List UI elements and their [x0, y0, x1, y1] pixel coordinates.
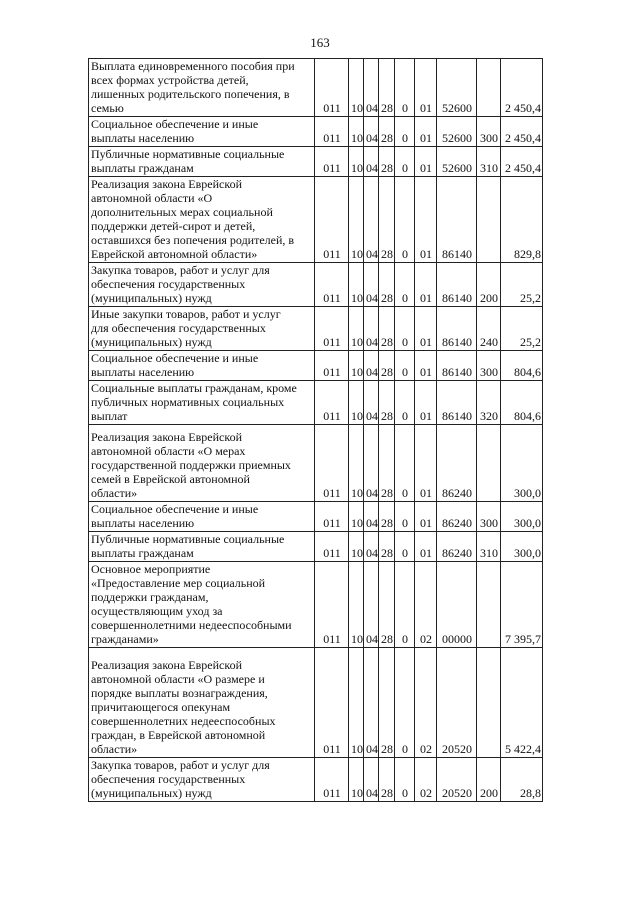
code-target-2: 0: [395, 425, 415, 502]
row-name: Реализация закона Еврейской автономной области «О мерах государственной поддержки приемных семей в Еврейской автономной области»: [89, 425, 315, 502]
code-target-1: 28: [379, 117, 395, 147]
code-rz: 10: [349, 502, 364, 532]
code-target-3: 02: [415, 648, 437, 758]
code-ved: 011: [315, 147, 349, 177]
code-target-4: 52600: [437, 147, 477, 177]
code-target-1: 28: [379, 263, 395, 307]
code-rz: 10: [349, 147, 364, 177]
code-target-3: 01: [415, 425, 437, 502]
table-row: [89, 532, 543, 562]
code-pr: 04: [364, 307, 379, 351]
code-ved: 011: [315, 758, 349, 802]
code-pr: 04: [364, 648, 379, 758]
code-ved: 011: [315, 351, 349, 381]
table-row: [89, 502, 543, 532]
code-vr: [477, 648, 501, 758]
row-name: Публичные нормативные социальные выплаты гражданам: [89, 532, 315, 562]
code-ved: 011: [315, 532, 349, 562]
code-target-4: 86240: [437, 425, 477, 502]
row-sum: 300,0: [501, 425, 543, 502]
code-target-3: 01: [415, 177, 437, 263]
code-pr: 04: [364, 381, 379, 425]
code-vr: 300: [477, 351, 501, 381]
code-target-1: 28: [379, 177, 395, 263]
row-sum: 28,8: [501, 758, 543, 802]
code-target-4: 86140: [437, 381, 477, 425]
code-ved: 011: [315, 59, 349, 117]
code-ved: 011: [315, 562, 349, 648]
row-sum: 7 395,7: [501, 562, 543, 648]
code-target-4: 20520: [437, 758, 477, 802]
code-rz: 10: [349, 648, 364, 758]
row-name: Реализация закона Еврейской автономной области «О размере и порядке выплаты вознаграждения, причитающегося опекунам совершеннолетних недееспособных граждан, в Еврейской автономной области»: [89, 648, 315, 758]
row-sum: 2 450,4: [501, 117, 543, 147]
code-target-4: 52600: [437, 59, 477, 117]
code-target-4: 86140: [437, 177, 477, 263]
code-target-2: 0: [395, 117, 415, 147]
code-rz: 10: [349, 263, 364, 307]
code-target-3: 01: [415, 59, 437, 117]
code-ved: 011: [315, 648, 349, 758]
code-target-1: 28: [379, 502, 395, 532]
code-target-3: 02: [415, 562, 437, 648]
table-row: [89, 351, 543, 381]
table-row: [89, 758, 543, 802]
code-pr: 04: [364, 532, 379, 562]
table-row: [89, 307, 543, 351]
code-target-3: 01: [415, 307, 437, 351]
code-target-3: 01: [415, 117, 437, 147]
code-pr: 04: [364, 59, 379, 117]
code-vr: [477, 59, 501, 117]
code-ved: 011: [315, 117, 349, 147]
code-pr: 04: [364, 425, 379, 502]
table-row: [89, 147, 543, 177]
code-vr: 300: [477, 117, 501, 147]
code-rz: 10: [349, 59, 364, 117]
row-sum: 25,2: [501, 307, 543, 351]
code-target-4: 86240: [437, 532, 477, 562]
code-rz: 10: [349, 425, 364, 502]
row-sum: 804,6: [501, 351, 543, 381]
code-target-3: 01: [415, 263, 437, 307]
table-row: [89, 59, 543, 117]
code-vr: 310: [477, 147, 501, 177]
row-sum: 2 450,4: [501, 147, 543, 177]
code-rz: 10: [349, 562, 364, 648]
row-sum: 300,0: [501, 502, 543, 532]
table-row: [89, 381, 543, 425]
code-target-1: 28: [379, 532, 395, 562]
row-name: Публичные нормативные социальные выплаты гражданам: [89, 147, 315, 177]
code-pr: 04: [364, 117, 379, 147]
code-vr: 200: [477, 263, 501, 307]
code-vr: 240: [477, 307, 501, 351]
code-rz: 10: [349, 117, 364, 147]
code-vr: [477, 562, 501, 648]
code-rz: 10: [349, 177, 364, 263]
code-target-3: 02: [415, 758, 437, 802]
table-row: [89, 263, 543, 307]
code-target-2: 0: [395, 177, 415, 263]
table-row: [89, 562, 543, 648]
code-vr: 200: [477, 758, 501, 802]
code-pr: 04: [364, 758, 379, 802]
code-target-2: 0: [395, 381, 415, 425]
row-name: Основное мероприятие «Предоставление мер социальной поддержки гражданам, осуществляющим уход за совершеннолетними недееспособными гражданами»: [89, 562, 315, 648]
code-ved: 011: [315, 177, 349, 263]
row-name: Социальное обеспечение и иные выплаты населению: [89, 117, 315, 147]
row-name: Реализация закона Еврейской автономной области «О дополнительных мерах социальной поддержки детей-сирот и детей, оставшихся без попечения родителей, в Еврейской автономной области»: [89, 177, 315, 263]
budget-table: [88, 58, 543, 802]
code-target-1: 28: [379, 59, 395, 117]
row-name: Социальное обеспечение и иные выплаты населению: [89, 502, 315, 532]
code-target-4: 86140: [437, 263, 477, 307]
code-rz: 10: [349, 758, 364, 802]
row-sum: 5 422,4: [501, 648, 543, 758]
code-target-3: 01: [415, 147, 437, 177]
code-target-1: 28: [379, 562, 395, 648]
code-target-2: 0: [395, 59, 415, 117]
code-target-2: 0: [395, 648, 415, 758]
code-target-1: 28: [379, 307, 395, 351]
code-rz: 10: [349, 351, 364, 381]
row-sum: 829,8: [501, 177, 543, 263]
code-pr: 04: [364, 147, 379, 177]
row-name: Иные закупки товаров, работ и услуг для обеспечения государственных (муниципальных) нужд: [89, 307, 315, 351]
code-rz: 10: [349, 532, 364, 562]
code-target-2: 0: [395, 758, 415, 802]
code-rz: 10: [349, 381, 364, 425]
code-target-3: 01: [415, 502, 437, 532]
code-target-4: 86140: [437, 351, 477, 381]
code-target-1: 28: [379, 147, 395, 177]
code-target-3: 01: [415, 532, 437, 562]
table-row: [89, 177, 543, 263]
code-pr: 04: [364, 502, 379, 532]
table-row: [89, 425, 543, 502]
code-target-2: 0: [395, 147, 415, 177]
row-sum: 300,0: [501, 532, 543, 562]
row-sum: 804,6: [501, 381, 543, 425]
code-vr: [477, 425, 501, 502]
row-sum: 25,2: [501, 263, 543, 307]
code-target-3: 01: [415, 351, 437, 381]
code-vr: 320: [477, 381, 501, 425]
code-target-4: 86140: [437, 307, 477, 351]
code-target-4: 86240: [437, 502, 477, 532]
row-name: Социальные выплаты гражданам, кроме публичных нормативных социальных выплат: [89, 381, 315, 425]
code-target-1: 28: [379, 381, 395, 425]
code-target-2: 0: [395, 307, 415, 351]
code-target-4: 20520: [437, 648, 477, 758]
code-ved: 011: [315, 307, 349, 351]
code-vr: [477, 177, 501, 263]
code-pr: 04: [364, 351, 379, 381]
code-pr: 04: [364, 177, 379, 263]
code-ved: 011: [315, 263, 349, 307]
code-vr: 300: [477, 502, 501, 532]
row-name: Социальное обеспечение и иные выплаты населению: [89, 351, 315, 381]
code-target-4: 00000: [437, 562, 477, 648]
code-target-1: 28: [379, 351, 395, 381]
code-target-2: 0: [395, 562, 415, 648]
row-name: Закупка товаров, работ и услуг для обеспечения государственных (муниципальных) нужд: [89, 263, 315, 307]
row-name: Закупка товаров, работ и услуг для обеспечения государственных (муниципальных) нужд: [89, 758, 315, 802]
code-rz: 10: [349, 307, 364, 351]
code-vr: 310: [477, 532, 501, 562]
row-sum: 2 450,4: [501, 59, 543, 117]
code-target-1: 28: [379, 425, 395, 502]
page-number: 163: [310, 35, 330, 50]
code-ved: 011: [315, 425, 349, 502]
code-target-2: 0: [395, 351, 415, 381]
code-target-1: 28: [379, 758, 395, 802]
code-target-3: 01: [415, 381, 437, 425]
code-target-4: 52600: [437, 117, 477, 147]
code-target-2: 0: [395, 532, 415, 562]
code-ved: 011: [315, 502, 349, 532]
row-name: Выплата единовременного пособия при всех формах устройства детей, лишенных родительского попечения, в семью: [89, 59, 315, 117]
table-row: [89, 117, 543, 147]
code-pr: 04: [364, 562, 379, 648]
table-row: [89, 648, 543, 758]
code-pr: 04: [364, 263, 379, 307]
code-ved: 011: [315, 381, 349, 425]
code-target-2: 0: [395, 263, 415, 307]
code-target-2: 0: [395, 502, 415, 532]
code-target-1: 28: [379, 648, 395, 758]
